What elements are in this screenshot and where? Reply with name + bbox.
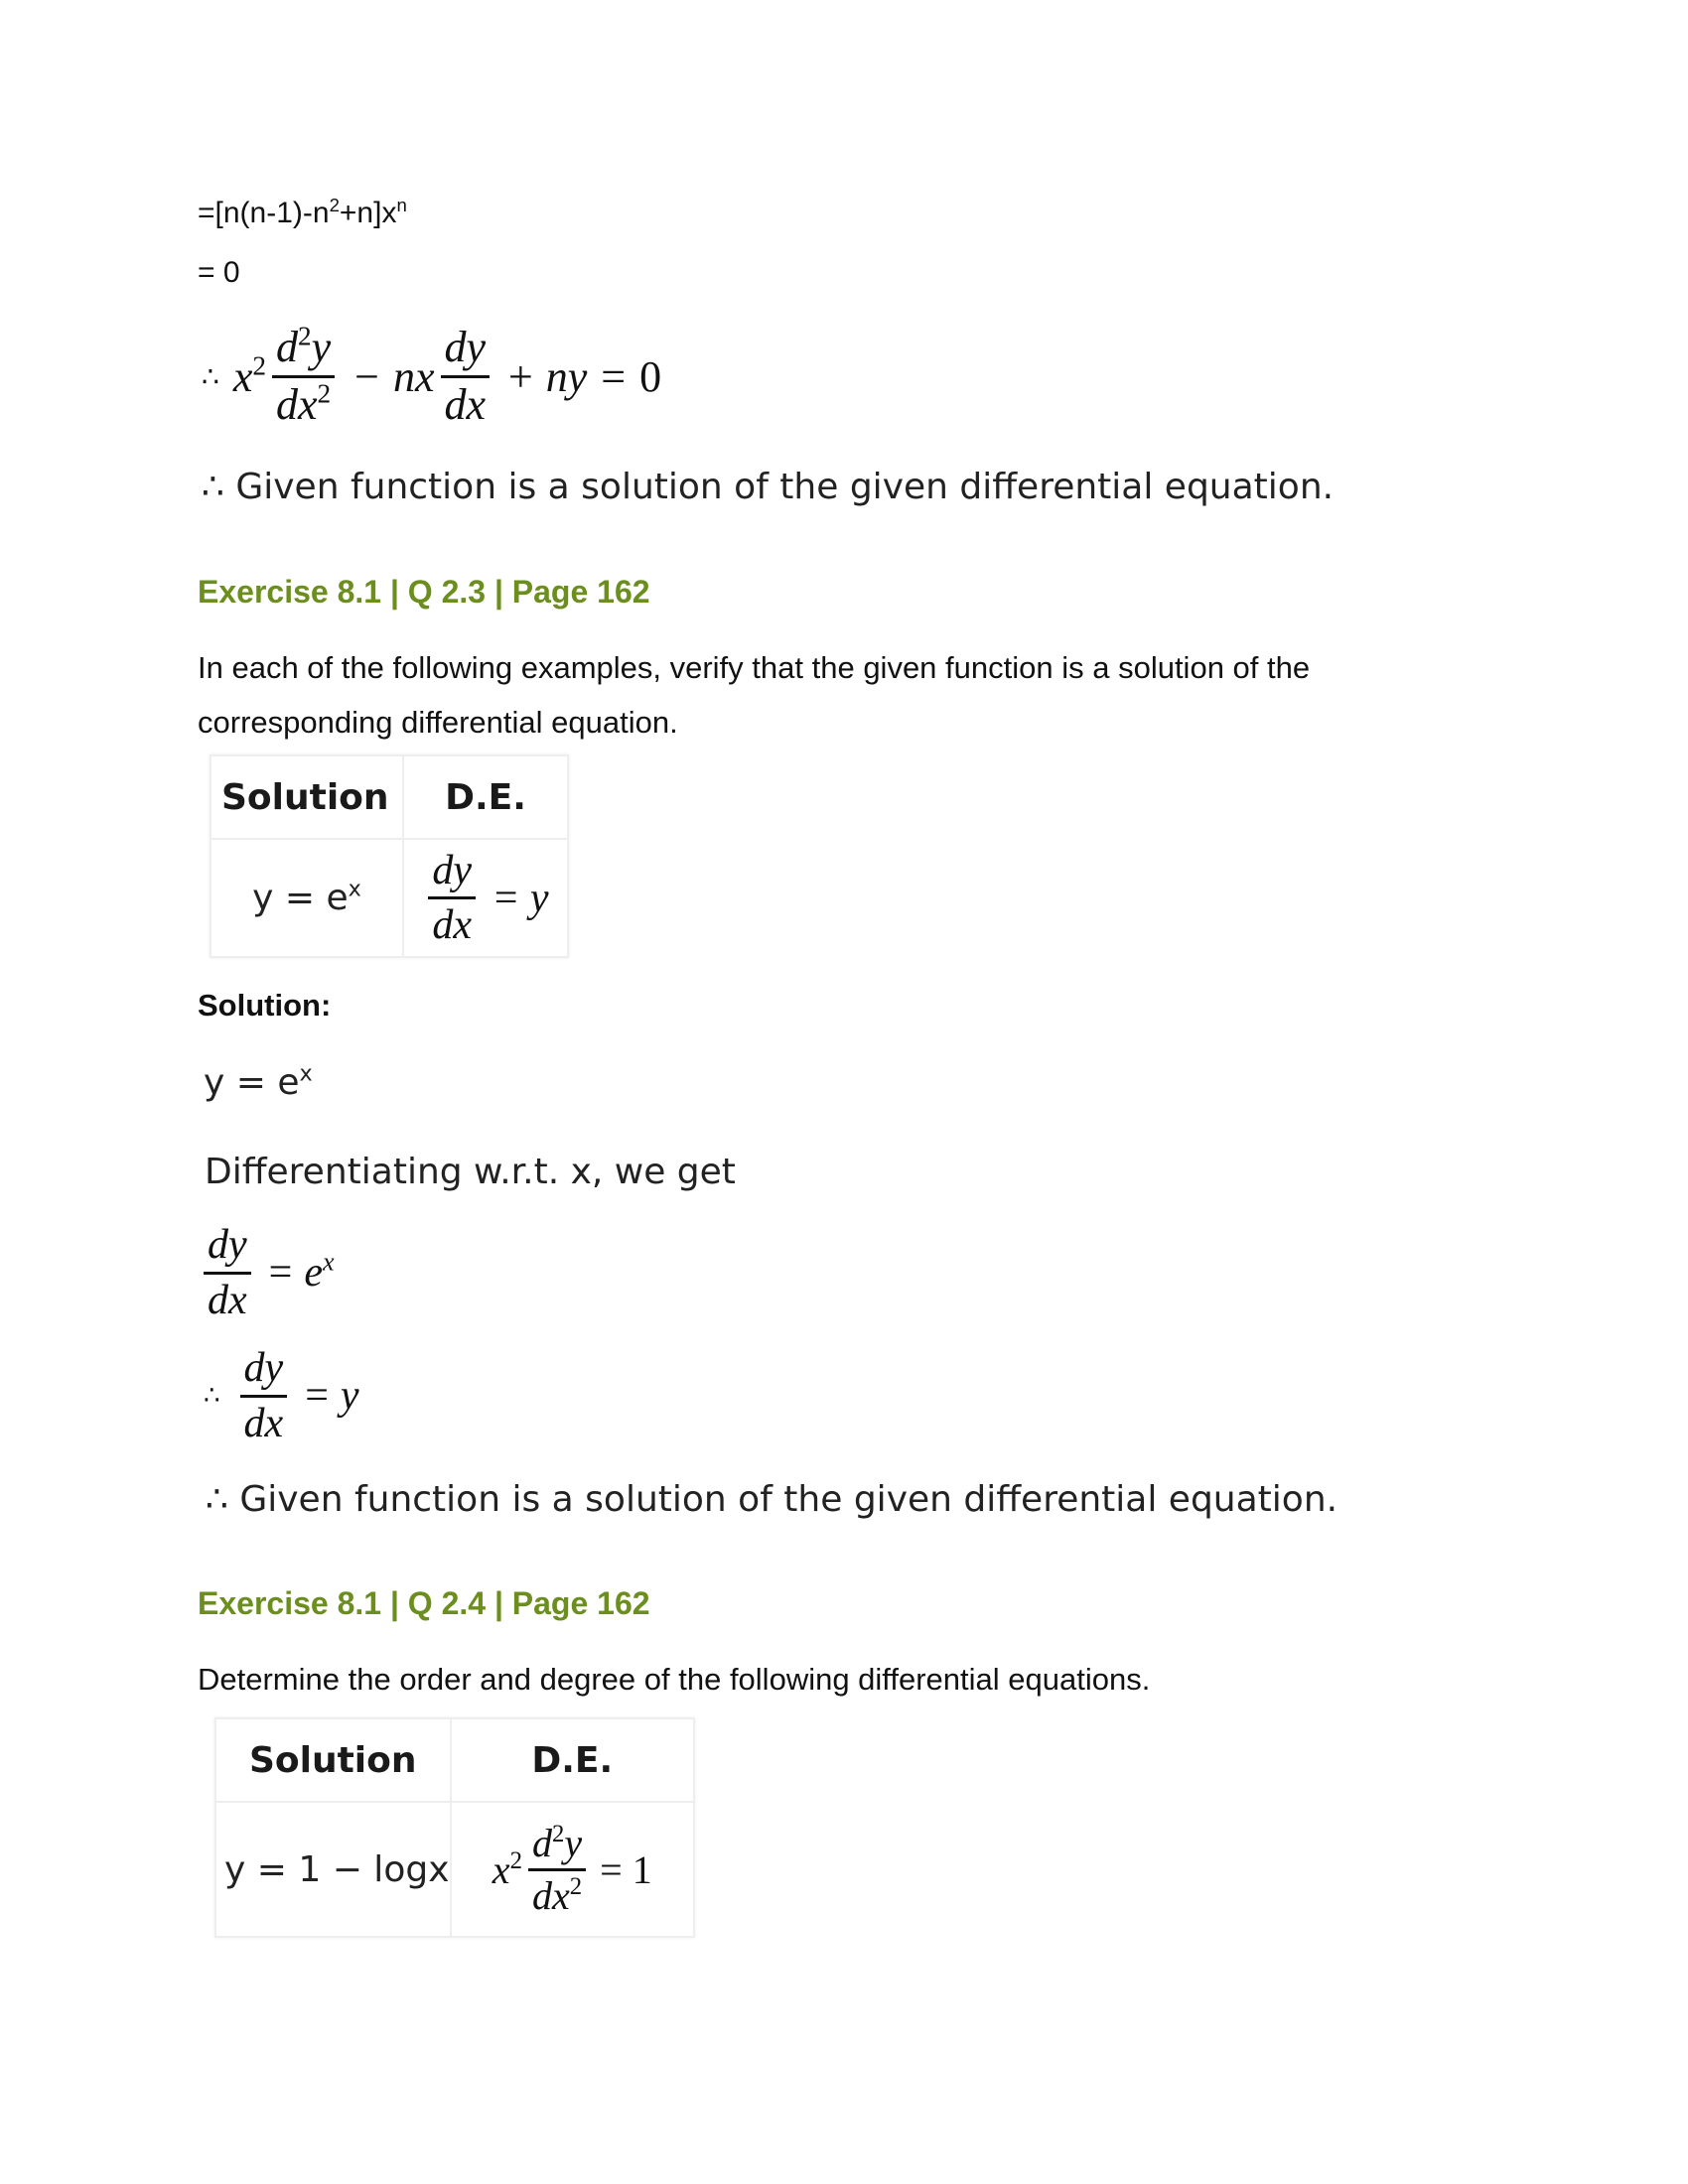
de-expression	[452, 1820, 694, 1918]
table-header-de: D.E.	[451, 1718, 695, 1802]
exponent: 2	[252, 350, 266, 381]
de-expression	[404, 849, 567, 947]
exponent: x	[323, 1247, 335, 1277]
numerator	[528, 1820, 586, 1865]
second-derivative-fraction	[528, 1820, 586, 1918]
solution-label: Solution:	[198, 988, 332, 1023]
exercise-heading-q2-4: Exercise 8.1 | Q 2.4 | Page 162	[198, 1585, 650, 1621]
rhs-exponential	[304, 1249, 334, 1297]
second-derivative-fraction	[272, 321, 335, 429]
nx-term: nx	[393, 351, 435, 401]
variable: y	[564, 1820, 583, 1865]
equals-sign: =	[268, 1250, 293, 1296]
numerator: dy	[208, 1222, 247, 1269]
fraction-bar	[204, 1272, 251, 1275]
numerator: dy	[444, 323, 487, 372]
table-cell-de	[451, 1802, 695, 1937]
therefore-symbol: ∴	[204, 1381, 220, 1411]
dx: dx	[276, 379, 318, 429]
derivative-fraction	[240, 1346, 288, 1444]
denominator: dx	[444, 379, 487, 429]
table-cell-solution	[211, 839, 403, 957]
equals-sign: =	[305, 1373, 329, 1419]
rhs-zero: 0	[639, 351, 662, 401]
variable: y	[311, 323, 332, 372]
expression-line	[198, 194, 407, 230]
expression-text: +n]x	[339, 197, 397, 229]
denominator: dx	[432, 902, 473, 948]
exponent: 2	[509, 1846, 522, 1874]
first-derivative-fraction	[441, 325, 491, 427]
exponent: x	[348, 876, 361, 902]
table-header-de: D.E.	[403, 755, 568, 839]
conclusion-text: ∴ Given function is a solution of the given differential equation.	[206, 1479, 1338, 1520]
denominator: dx	[243, 1400, 284, 1446]
fraction-bar	[441, 375, 491, 378]
table-cell-solution: y = 1 − logx	[215, 1802, 451, 1937]
derivative-fraction	[428, 849, 476, 947]
given-text: y = e	[204, 1062, 300, 1103]
denominator	[272, 378, 335, 429]
x-term	[233, 351, 266, 402]
differentiating-text: Differentiating w.r.t. x, we get	[205, 1152, 736, 1192]
variable: x	[492, 1846, 510, 1892]
exponent: x	[299, 1060, 313, 1087]
fraction-bar	[272, 375, 335, 378]
fraction-bar	[528, 1868, 586, 1871]
denominator: dx	[208, 1277, 247, 1323]
de-rhs: = 1	[600, 1846, 652, 1892]
d: d	[276, 323, 298, 372]
numerator: dy	[243, 1345, 284, 1392]
denominator	[528, 1872, 586, 1918]
fraction-bar	[428, 896, 476, 899]
derivative-step-1	[204, 1219, 335, 1326]
therefore-symbol: ∴	[202, 359, 219, 393]
minus-sign: −	[354, 351, 379, 401]
exponent: 2	[317, 378, 332, 409]
table-cell-de	[403, 839, 568, 957]
variable: x	[232, 351, 253, 401]
expression-text: =[n(n-1)-n	[198, 197, 330, 229]
derivative-step-2	[204, 1342, 359, 1449]
differential-equation	[202, 316, 661, 437]
solution-de-table-q2-4	[214, 1717, 695, 1938]
numerator: dy	[432, 847, 473, 893]
exponent: 2	[569, 1872, 583, 1900]
x-term	[492, 1846, 522, 1893]
exercise-heading-q2-3: Exercise 8.1 | Q 2.3 | Page 162	[198, 574, 650, 610]
result-line: = 0	[198, 256, 240, 289]
equals-sign: =	[601, 351, 627, 401]
base: e	[304, 1250, 323, 1296]
dx: dx	[531, 1872, 570, 1918]
d: d	[531, 1820, 552, 1865]
fraction-bar	[240, 1395, 288, 1398]
exercise-prompt-line1: In each of the following examples, verify that the given function is a solution of the	[198, 650, 1311, 685]
solution-de-table-q2-3	[210, 754, 569, 958]
de-rhs: = y	[492, 875, 549, 921]
table-header-solution: Solution	[211, 755, 403, 839]
conclusion-text: ∴ Given function is a solution of the given differential equation.	[202, 467, 1335, 507]
exponent: 2	[329, 194, 340, 215]
exercise-prompt-line2: corresponding differential equation.	[198, 705, 678, 740]
numerator	[272, 321, 335, 372]
exponent: 2	[298, 321, 312, 351]
table-header-solution: Solution	[215, 1718, 451, 1802]
rhs-variable: y	[340, 1373, 359, 1419]
exponent: 2	[551, 1820, 565, 1847]
ny-term: + ny	[505, 351, 588, 401]
solution-text: y = e	[252, 878, 349, 918]
given-function	[204, 1062, 313, 1103]
exponent: n	[396, 194, 407, 215]
exercise-prompt-line1: Determine the order and degree of the following differential equations.	[198, 1662, 1151, 1697]
derivative-fraction	[204, 1223, 251, 1321]
